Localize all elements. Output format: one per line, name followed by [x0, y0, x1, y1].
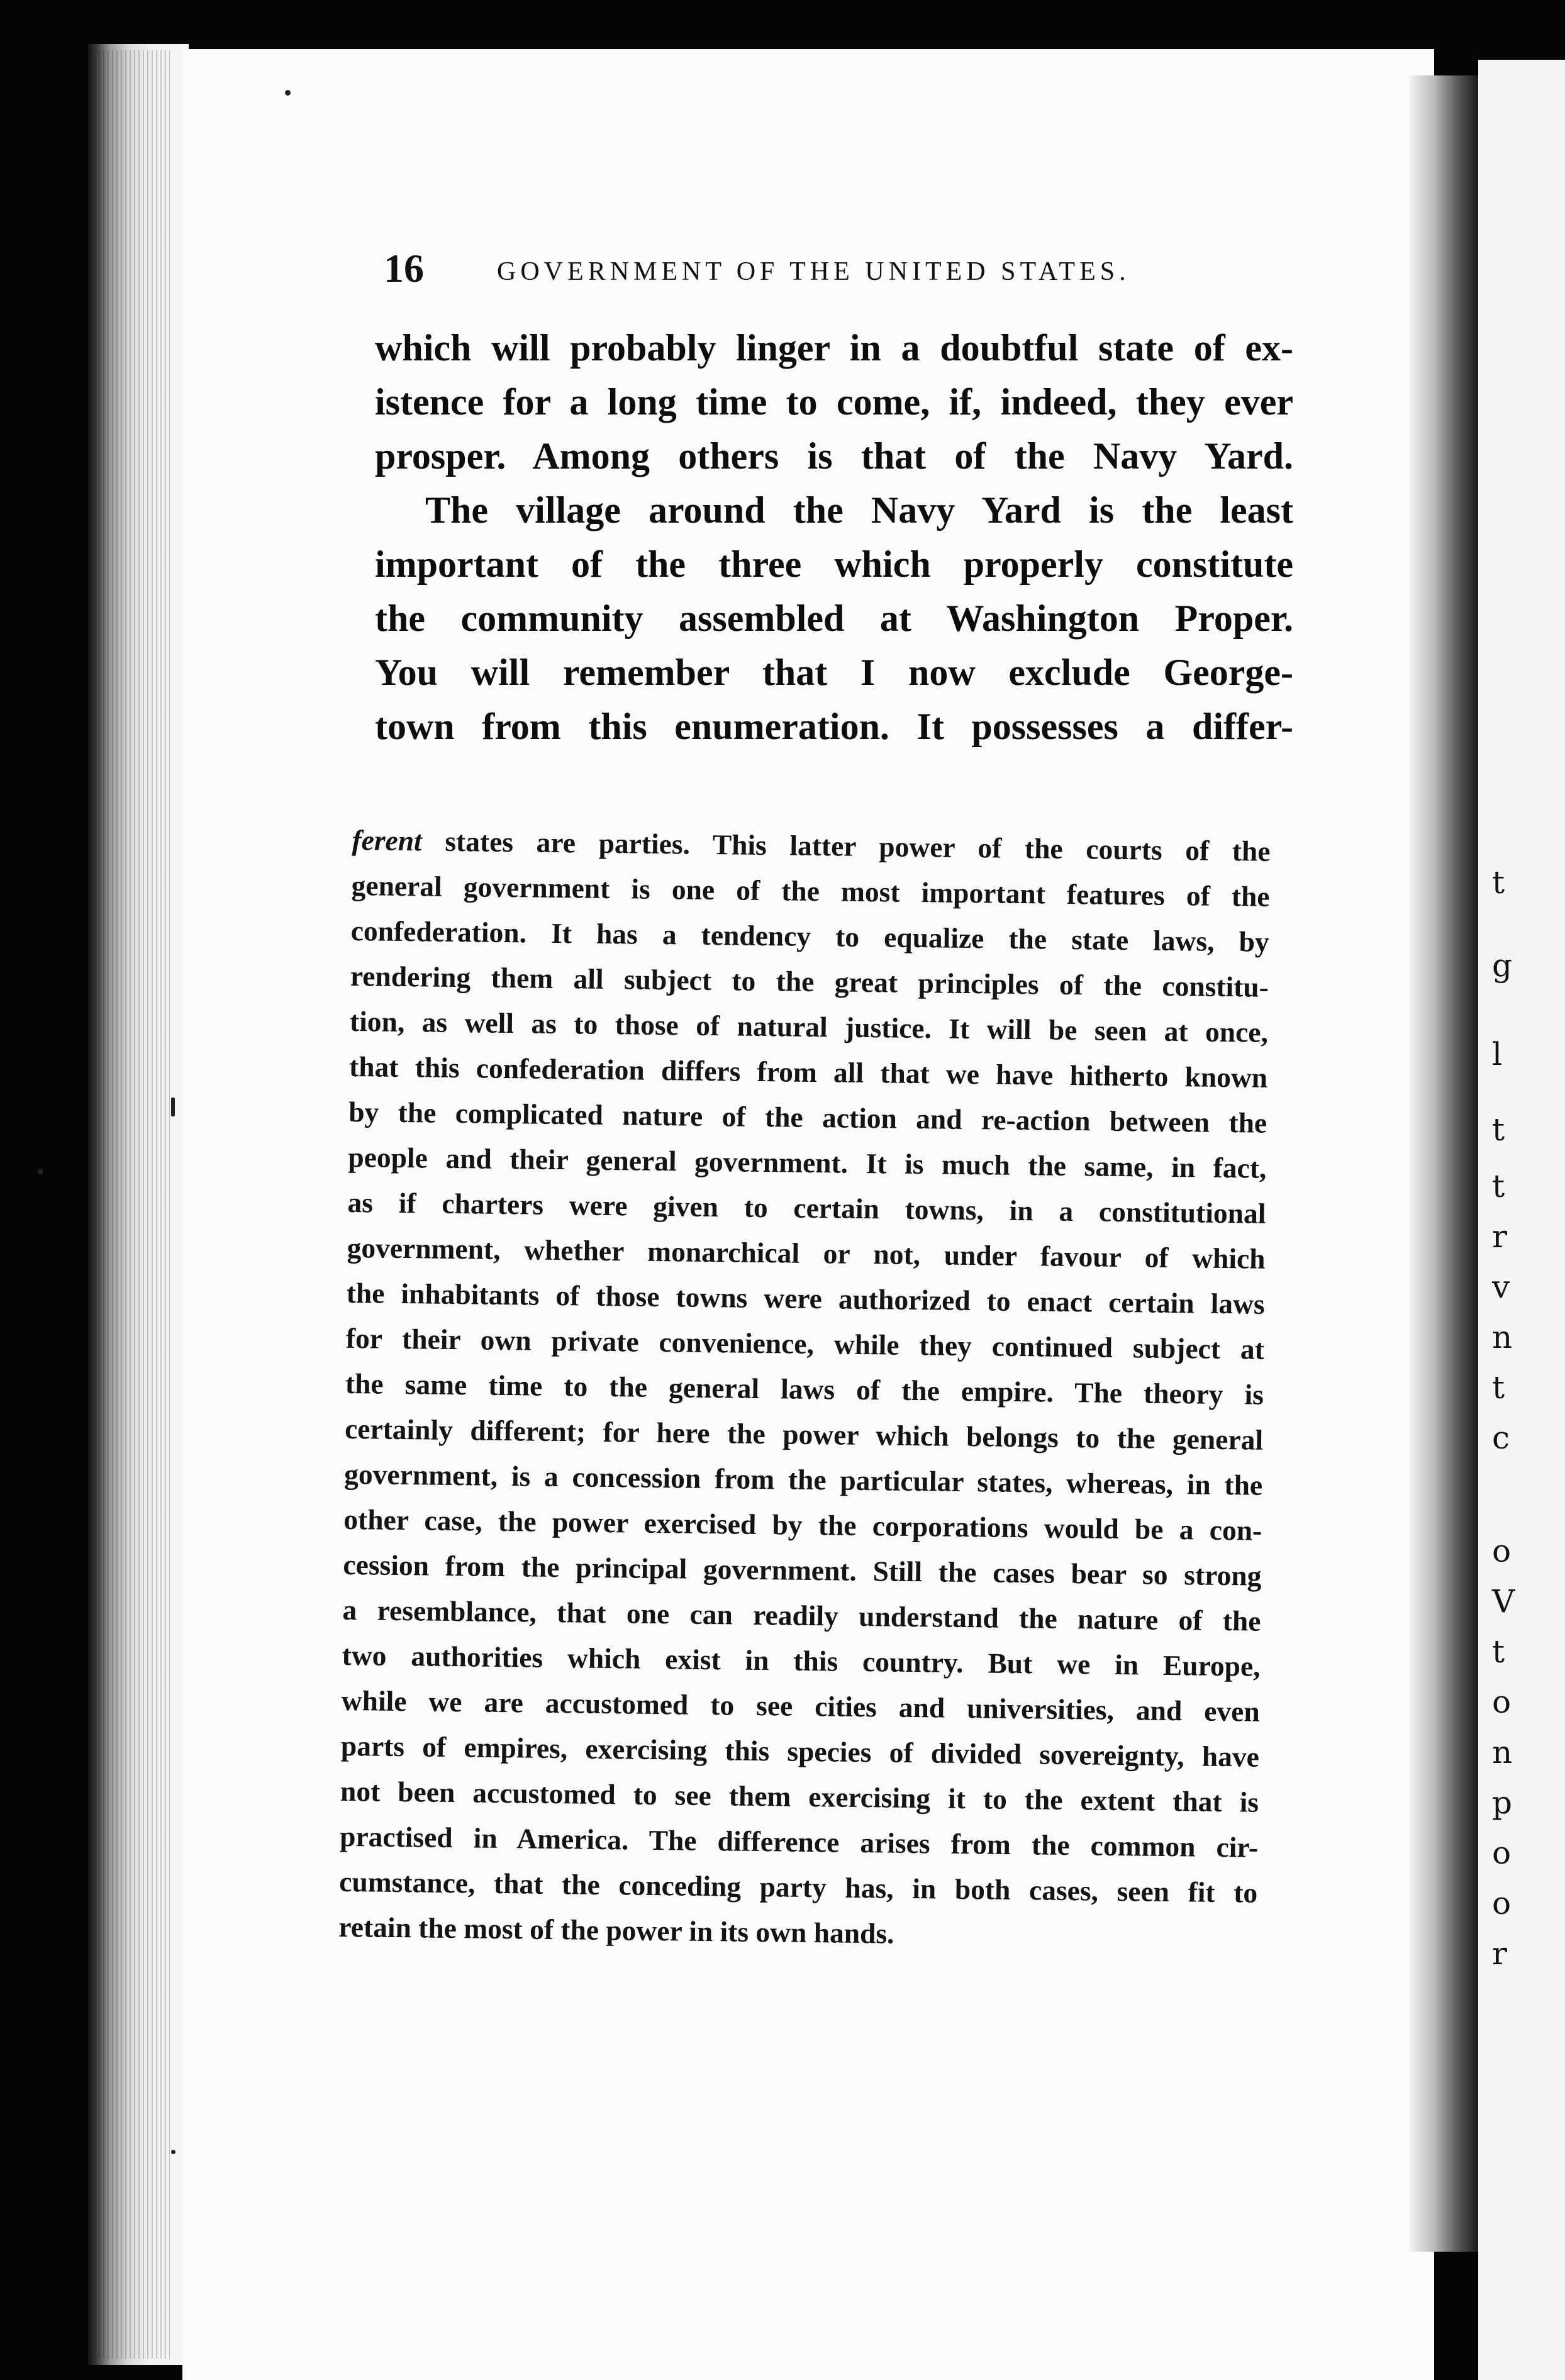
facing-page-fragment: o	[1492, 1533, 1512, 1569]
footnote-line: retain the most of the power in its own hands.	[338, 1910, 894, 1950]
facing-page-fragment: r	[1492, 1218, 1507, 1255]
footnote-line: practised in America. The difference arises from the common cir-	[339, 1820, 1259, 1864]
facing-page-fragment: o	[1492, 1835, 1512, 1871]
facing-page-fragment: r	[1492, 1935, 1507, 1972]
footnote-line: confederation. It has a tendency to equalize the state laws, by	[350, 914, 1270, 958]
page-edge-lines	[94, 50, 170, 2359]
speck	[285, 90, 291, 96]
facing-page-fragment: o	[1492, 1684, 1512, 1720]
facing-page-edge	[1478, 60, 1565, 2380]
facing-page-fragment: t	[1492, 1633, 1505, 1670]
body-line: important of the three which properly constitute	[375, 543, 1293, 585]
body-line: which will probably linger in a doubtful state of ex-	[375, 327, 1293, 369]
facing-page-fragment: v	[1492, 1269, 1510, 1305]
footnote-line: general government is one of the most important features of the	[351, 869, 1270, 913]
footnote-first-line-rest: states are parties. This latter power of the courts of the	[421, 825, 1271, 867]
footnote-line: cumstance, that the conceding party has, in both cases, seen fit to	[339, 1865, 1258, 1909]
facing-page-fragment: o	[1492, 1885, 1512, 1921]
footnote-line: parts of empires, exercising this species of divided sovereignty, have	[340, 1729, 1260, 1773]
footnote-line: not been accustomed to see them exercising it to the extent that is	[340, 1774, 1259, 1818]
footnote-line: by the complicated nature of the action and re-action between the	[348, 1095, 1267, 1139]
page-number: 16	[384, 246, 424, 291]
footnote-line: tion, as well as to those of natural justice. It will be seen at once,	[349, 1004, 1269, 1048]
footnote-line: other case, the power exercised by the corporations would be a con-	[343, 1503, 1262, 1547]
footnote-line: government, is a concession from the particular states, whereas, in the	[343, 1457, 1263, 1501]
footnote-lead-word: ferent	[352, 823, 423, 857]
footnote-line: rendering them all subject to the great principles of the constitu-	[350, 959, 1269, 1003]
facing-page-fragment: l	[1492, 1036, 1502, 1072]
body-line: The village around the Navy Yard is the least	[425, 489, 1293, 531]
speck	[38, 1169, 43, 1174]
footnote-line: two authorities which exist in this country. But we in Europe,	[342, 1638, 1261, 1682]
footnote-line: while we are accustomed to see cities and universities, and even	[341, 1684, 1261, 1728]
footnote	[338, 818, 1271, 1961]
facing-page-fragment: V	[1492, 1583, 1515, 1620]
facing-page-fragment: t	[1492, 1369, 1505, 1406]
body-paragraph	[375, 321, 1293, 753]
facing-page-fragment: g	[1492, 947, 1513, 984]
footnote-line: as if charters were given to certain towns, in a constitutional	[347, 1186, 1266, 1230]
speck	[171, 2150, 175, 2154]
facing-page-fragment: t	[1492, 1168, 1505, 1204]
footnote-line: government, whether monarchical or not, under favour of which	[347, 1231, 1266, 1275]
speck	[171, 1098, 175, 1116]
facing-page-fragment: n	[1492, 1319, 1513, 1355]
facing-page-fragment: t	[1492, 864, 1505, 901]
footnote-line: the same time to the general laws of the empire. The theory is	[345, 1367, 1264, 1411]
running-head	[384, 245, 1390, 289]
footnote-line: people and their general government. It is much the same, in fact,	[348, 1140, 1267, 1184]
footnote-line: for their own private convenience, while they continued subject at	[345, 1321, 1265, 1365]
body-line: istence for a long time to come, if, indeed, they ever	[375, 381, 1293, 423]
body-line: town from this enumeration. It possesses a differ-	[375, 706, 1293, 747]
body-line: You will remember that I now exclude George-	[375, 652, 1293, 693]
facing-page-fragment: n	[1492, 1734, 1513, 1771]
footnote-line: certainly different; for here the power which belongs to the general	[344, 1412, 1264, 1456]
footnote-line: the inhabitants of those towns were authorized to enact certain laws	[346, 1276, 1265, 1320]
facing-page-fragment: c	[1492, 1420, 1510, 1456]
running-head-title: GOVERNMENT OF THE UNITED STATES.	[497, 257, 1130, 286]
facing-page-fragment: t	[1492, 1111, 1505, 1148]
gutter-shadow	[1409, 75, 1478, 2252]
body-line: the community assembled at Washington Proper.	[375, 598, 1293, 639]
footnote-line: a resemblance, that one can readily understand the nature of the	[342, 1593, 1261, 1637]
footnote-line: that this confederation differs from all that we have hitherto known	[348, 1050, 1268, 1094]
body-line: prosper. Among others is that of the Navy Yard.	[375, 435, 1293, 477]
footnote-line: cession from the principal government. Still the cases bear so strong	[343, 1548, 1262, 1592]
facing-page-fragment: p	[1492, 1784, 1513, 1821]
